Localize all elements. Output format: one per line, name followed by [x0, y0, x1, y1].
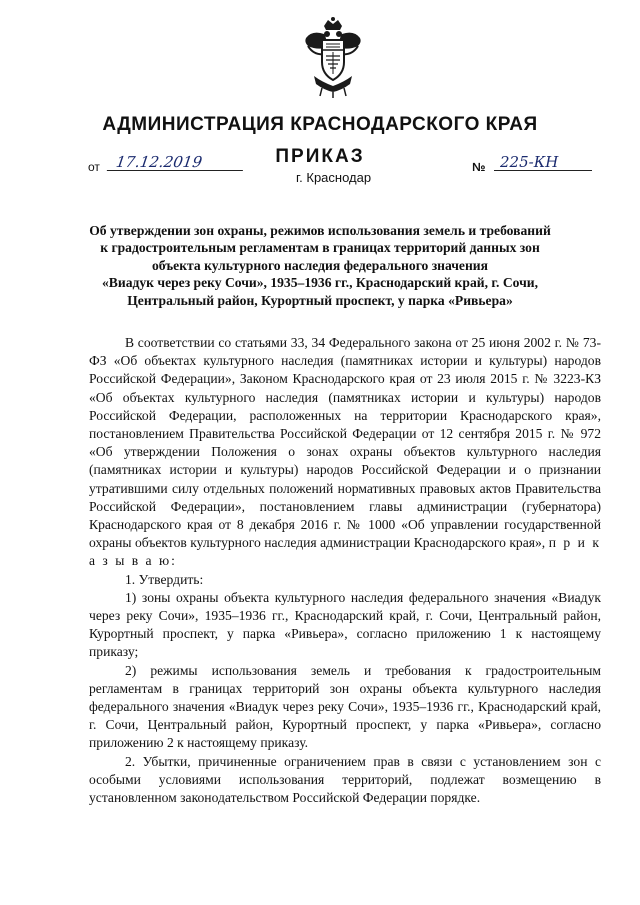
organization-name: АДМИНИСТРАЦИЯ КРАСНОДАРСКОГО КРАЯ	[102, 114, 538, 135]
city-name: г. Краснодар	[296, 170, 372, 185]
preamble-text: В соответствии со статьями 33, 34 Федерального закона от 25 июня 2002 г. № 73-ФЗ «Об объектах культурного наследия (памятниках истории и культуры) народов Российской Федерации», Законом Краснодарского края от 23 июля 2015 г. № 3223-КЗ «Об объектах культурного наследия (памятниках истории и культуры) народов Российской Федерации, расположенных на территории Краснодарского края», постановлением Правительства Российской Федерации от 12 сентября 2015 г. № 972 «Об утверждении Положения о зонах охраны объектов культурного наследия (памятниках истории и культуры) народов Российской Федерации и о признании утратившими силу отдельных положений нормативных правовых актов Правительства Российской Федерации», постановлением главы администрации (губернатора) Краснодарского края от 8 декабря 2016 г. № 1000 «Об управлении государственной охраны объектов культурного наследия администрации Краснодарского края»,	[89, 335, 601, 551]
item-1-2: 2) режимы использования земель и требования к градостроительным регламентам в границах территорий зон охраны объекта культурного наследия федерального значения «Виадук через реку Сочи», 1935–1936 гг., Краснодарский край, г. Сочи, Центральный район, Курортный проспект, у парка «Ривьера», согласно приложению 2 к настоящему приказу.	[89, 662, 601, 751]
title-line: Центральный район, Курортный проспект, у парка «Ривьера»	[127, 292, 513, 308]
number-prefix: №	[472, 160, 486, 174]
coat-of-arms-icon	[302, 16, 364, 98]
item-1-1: 1) зоны охраны объекта культурного наследия федерального значения «Виадук через реку Сочи», 1935–1936 гг., Краснодарский край, г. Сочи, Центральный район, Курортный проспект, у парка «Ривьера», согласно приложению 1 к настоящему приказу;	[89, 589, 601, 660]
document-type: ПРИКАЗ	[275, 146, 365, 167]
order-word: п р и к а з ы в а ю:	[89, 535, 602, 569]
preamble-paragraph	[89, 334, 601, 571]
date-value: 17.12.2019	[107, 154, 245, 171]
document-title	[70, 222, 570, 309]
title-line: Об утверждении зон охраны, режимов использования земель и требований	[89, 223, 551, 238]
item-2: 2. Убытки, причиненные ограничением прав в связи с установлением зон с особыми условиями использования территорий, подлежат возмещению в установленном законодательством Российской Федерации порядке.	[89, 753, 601, 806]
title-line: «Виадук через реку Сочи», 1935–1936 гг., Краснодарский край, г. Сочи,	[102, 275, 538, 291]
item-1: 1. Утвердить:	[125, 571, 204, 587]
document-body	[89, 334, 601, 807]
title-line: объекта культурного наследия федерального значения	[152, 257, 488, 273]
number-value: 225-КН	[494, 154, 592, 171]
title-line: к градостроительным регламентам в границах территорий данных зон	[100, 240, 540, 256]
date-prefix: от	[88, 160, 100, 174]
document-meta	[88, 152, 598, 192]
